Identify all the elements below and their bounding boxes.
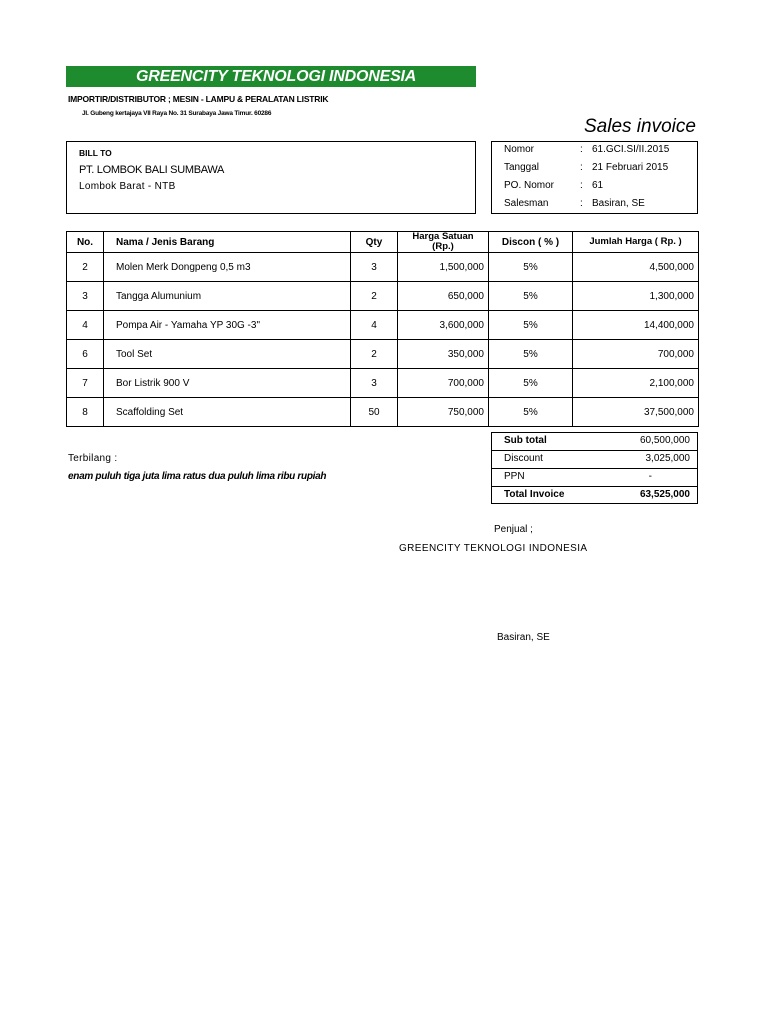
table-row — [67, 282, 699, 311]
meta-value-salesman: Basiran, SE — [592, 198, 645, 209]
meta-label-salesman: Salesman — [504, 198, 549, 209]
header-qty: Qty — [351, 232, 398, 253]
company-address: Jl. Gubeng kertajaya VII Raya No. 31 Surabaya Jawa Timur. 60286 — [82, 110, 272, 117]
cell-discount: 5% — [489, 311, 573, 340]
cell-item-name: Tangga Alumunium — [104, 282, 351, 311]
cell-unit-price: 700,000 — [398, 369, 489, 398]
cell-item-name: Bor Listrik 900 V — [104, 369, 351, 398]
table-row — [67, 398, 699, 427]
meta-colon: : — [580, 180, 583, 191]
cell-discount: 5% — [489, 398, 573, 427]
bill-to-box — [66, 141, 476, 214]
ppn-value: - — [648, 471, 652, 482]
cell-no: 2 — [67, 253, 104, 282]
table-row — [67, 340, 699, 369]
meta-value-tanggal: 21 Februari 2015 — [592, 162, 669, 173]
header-total-price: Jumlah Harga ( Rp. ) — [573, 232, 699, 253]
items-table — [66, 231, 699, 427]
discount-row — [491, 450, 698, 468]
cell-no: 4 — [67, 311, 104, 340]
cell-unit-price: 1,500,000 — [398, 253, 489, 282]
bill-to-address: Lombok Barat - NTB — [79, 181, 176, 192]
document-title: Sales invoice — [584, 116, 696, 137]
cell-total-price: 4,500,000 — [573, 253, 699, 282]
company-name-banner: GREENCITY TEKNOLOGI INDONESIA — [66, 66, 476, 87]
cell-item-name: Molen Merk Dongpeng 0,5 m3 — [104, 253, 351, 282]
meta-colon: : — [580, 162, 583, 173]
table-row — [67, 369, 699, 398]
seller-name: Basiran, SE — [497, 632, 550, 643]
header-discount: Discon ( % ) — [489, 232, 573, 253]
cell-no: 8 — [67, 398, 104, 427]
cell-unit-price: 750,000 — [398, 398, 489, 427]
company-subtitle: IMPORTIR/DISTRIBUTOR ; MESIN - LAMPU & PERALATAN LISTRIK — [68, 94, 329, 104]
meta-value-nomor: 61.GCI.SI/II.2015 — [592, 144, 670, 155]
meta-label-po-nomor: PO. Nomor — [504, 180, 555, 191]
cell-total-price: 2,100,000 — [573, 369, 699, 398]
cell-total-price: 14,400,000 — [573, 311, 699, 340]
total-invoice-row — [491, 486, 698, 504]
cell-discount: 5% — [489, 340, 573, 369]
cell-item-name: Pompa Air - Yamaha YP 30G -3" — [104, 311, 351, 340]
cell-qty: 4 — [351, 311, 398, 340]
terbilang-label: Terbilang : — [68, 453, 118, 464]
total-invoice-value: 63,525,000 — [639, 489, 690, 500]
meta-value-po-nomor: 61 — [592, 180, 604, 191]
discount-value: 3,025,000 — [645, 453, 690, 464]
discount-label: Discount — [504, 453, 543, 464]
cell-unit-price: 350,000 — [398, 340, 489, 369]
table-row — [67, 253, 699, 282]
bill-to-label: BILL TO — [79, 148, 112, 158]
cell-no: 6 — [67, 340, 104, 369]
cell-total-price: 37,500,000 — [573, 398, 699, 427]
bill-to-name: PT. LOMBOK BALI SUMBAWA — [79, 164, 225, 176]
subtotal-label: Sub total — [504, 435, 547, 446]
cell-unit-price: 3,600,000 — [398, 311, 489, 340]
cell-qty: 2 — [351, 340, 398, 369]
seller-label: Penjual ; — [494, 524, 533, 535]
ppn-label: PPN — [504, 471, 525, 482]
cell-total-price: 1,300,000 — [573, 282, 699, 311]
ppn-row — [491, 468, 698, 486]
meta-label-tanggal: Tanggal — [504, 162, 540, 173]
cell-discount: 5% — [489, 369, 573, 398]
table-row — [67, 311, 699, 340]
cell-discount: 5% — [489, 282, 573, 311]
seller-company: GREENCITY TEKNOLOGI INDONESIA — [399, 543, 588, 554]
cell-unit-price: 650,000 — [398, 282, 489, 311]
cell-qty: 2 — [351, 282, 398, 311]
cell-total-price: 700,000 — [573, 340, 699, 369]
cell-item-name: Tool Set — [104, 340, 351, 369]
cell-qty: 50 — [351, 398, 398, 427]
cell-no: 7 — [67, 369, 104, 398]
subtotal-row — [491, 432, 698, 450]
cell-discount: 5% — [489, 253, 573, 282]
table-header-row — [67, 232, 699, 253]
terbilang-text: enam puluh tiga juta lima ratus dua puluh lima ribu rupiah — [68, 471, 327, 482]
cell-item-name: Scaffolding Set — [104, 398, 351, 427]
cell-qty: 3 — [351, 253, 398, 282]
subtotal-value: 60,500,000 — [639, 435, 690, 446]
meta-label-nomor: Nomor — [504, 144, 535, 155]
total-invoice-label: Total Invoice — [504, 489, 565, 500]
header-unit-price: Harga Satuan (Rp.) — [398, 232, 489, 253]
meta-colon: : — [580, 198, 583, 209]
cell-qty: 3 — [351, 369, 398, 398]
header-no: No. — [67, 232, 104, 253]
meta-colon: : — [580, 144, 583, 155]
header-item-name: Nama / Jenis Barang — [104, 232, 351, 253]
cell-no: 3 — [67, 282, 104, 311]
